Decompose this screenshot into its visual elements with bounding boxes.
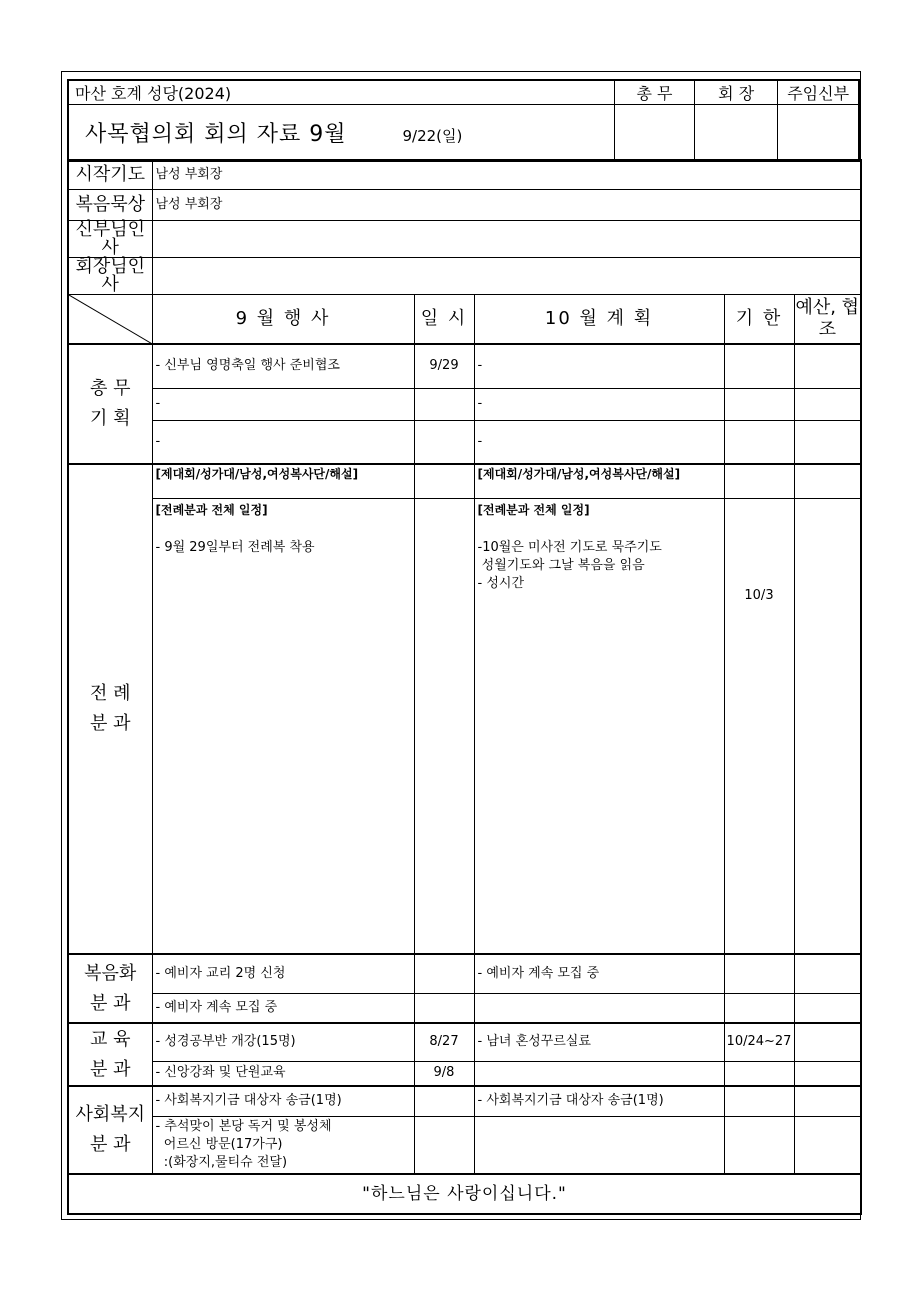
event-date: [414, 1116, 474, 1174]
budget: [794, 420, 861, 464]
oct-plan: -: [474, 344, 724, 388]
document-title-cell: [68, 105, 614, 161]
sign-box-secretary: [614, 105, 694, 161]
event-date: 8/27: [414, 1023, 474, 1061]
budget: [794, 344, 861, 388]
welfare-item-line: 어르신 방문(17가구): [155, 1136, 283, 1152]
liturgy-oct-item: 성월기도와 그날 복음을 읽음: [477, 557, 645, 573]
event-date: [414, 498, 474, 954]
intro-label: 회장님인사: [68, 257, 152, 294]
diagonal-line: [69, 295, 152, 344]
sign-box-pastor: [778, 105, 859, 161]
budget: [794, 993, 861, 1023]
event-date: 9/29: [414, 344, 474, 388]
org-name: 마산 호계 성당(2024): [68, 80, 614, 105]
section-label-evangelization: 복음화 분 과: [68, 954, 152, 1023]
sept-event: - 예비자 계속 모집 중: [152, 993, 414, 1023]
intro-value: [152, 220, 861, 257]
deadline: [724, 1116, 794, 1174]
oct-plan: - 남녀 혼성꾸르실료: [474, 1023, 724, 1061]
budget: [794, 1023, 861, 1061]
event-date: [414, 388, 474, 420]
sept-event: - 신부님 영명축일 행사 준비협조: [152, 344, 414, 388]
liturgy-oct-heading: [전례분과 전체 일정]: [477, 502, 590, 517]
liturgy-groups-oct: [제대회/성가대/남성,여성복사단/해설]: [474, 464, 724, 498]
liturgy-oct-item: - 성시간: [477, 575, 524, 591]
deadline: [724, 954, 794, 993]
oct-plan: - 사회복지기금 대상자 송금(1명): [474, 1086, 724, 1116]
sept-event: -: [152, 388, 414, 420]
liturgy-oct-detail: [474, 498, 724, 954]
oct-plan: - 예비자 계속 모집 중: [474, 954, 724, 993]
oct-plan: -: [474, 420, 724, 464]
col-header-budget: 예산, 협조: [794, 294, 861, 344]
deadline: [724, 420, 794, 464]
deadline: [724, 388, 794, 420]
liturgy-oct-item: -10월은 미사전 기도로 묵주기도: [477, 539, 662, 555]
sept-event: - 사회복지기금 대상자 송금(1명): [152, 1086, 414, 1116]
sept-event: -: [152, 420, 414, 464]
intro-label: 신부님인사: [68, 220, 152, 257]
col-header-date: 일 시: [414, 294, 474, 344]
col-header-sept: 9 월 행 사: [152, 294, 414, 344]
col-header-oct: 10 월 계 획: [474, 294, 724, 344]
sept-event: - 성경공부반 개강(15명): [152, 1023, 414, 1061]
deadline: [724, 993, 794, 1023]
event-date: [414, 993, 474, 1023]
oct-plan: [474, 1061, 724, 1086]
event-date: [414, 1086, 474, 1116]
sept-event: - 예비자 교리 2명 신청: [152, 954, 414, 993]
intro-label: 시작기도: [68, 160, 152, 189]
liturgy-sept-detail: [152, 498, 414, 954]
liturgy-sept-heading: [전례분과 전체 일정]: [155, 502, 268, 517]
signer-secretary: 총 무: [614, 80, 694, 105]
budget: [794, 954, 861, 993]
budget: [794, 388, 861, 420]
event-date: [414, 954, 474, 993]
welfare-item-line: :(화장지,물티슈 전달): [155, 1154, 288, 1170]
section-label-welfare: 사회복지 분 과: [68, 1086, 152, 1174]
sign-box-president: [695, 105, 778, 161]
deadline: [724, 1086, 794, 1116]
welfare-item-line: - 추석맞이 본당 독거 및 봉성체: [155, 1118, 332, 1134]
deadline: [724, 464, 794, 498]
signer-president: 회 장: [695, 80, 778, 105]
col-header-deadline: 기 한: [724, 294, 794, 344]
section-label-general: 총 무 기 획: [68, 344, 152, 464]
oct-plan: [474, 993, 724, 1023]
header-table: [67, 79, 860, 162]
oct-plan: -: [474, 388, 724, 420]
diagonal-corner-cell: [68, 294, 152, 344]
signer-pastor: 주임신부: [778, 80, 859, 105]
sept-event: - 신앙강좌 및 단원교육: [152, 1061, 414, 1086]
deadline: [724, 344, 794, 388]
deadline: 10/24~27: [724, 1023, 794, 1061]
budget: [794, 498, 861, 954]
budget: [794, 1116, 861, 1174]
minutes-table: [67, 159, 862, 1215]
liturgy-sept-item: - 9월 29일부터 전례복 착용: [155, 539, 315, 555]
meeting-date: 9/22(일): [402, 126, 463, 145]
liturgy-groups-sept: [제대회/성가대/남성,여성복사단/해설]: [152, 464, 414, 498]
liturgy-oct-deadline: 10/3: [724, 498, 794, 954]
event-date: 9/8: [414, 1061, 474, 1086]
document-title: 사목협의회 회의 자료 9월: [85, 121, 347, 147]
intro-value: [152, 257, 861, 294]
budget: [794, 1061, 861, 1086]
intro-label: 복음묵상: [68, 189, 152, 220]
event-date: [414, 420, 474, 464]
event-date: [414, 464, 474, 498]
section-label-education: 교 육 분 과: [68, 1023, 152, 1086]
deadline: [724, 1061, 794, 1086]
intro-value: 남성 부회장: [152, 160, 861, 189]
footer-motto: "하느님은 사랑이십니다.": [68, 1174, 861, 1214]
intro-value: 남성 부회장: [152, 189, 861, 220]
oct-plan: [474, 1116, 724, 1174]
sept-event: [152, 1116, 414, 1174]
budget: [794, 464, 861, 498]
budget: [794, 1086, 861, 1116]
section-label-liturgy: 전 례 분 과: [68, 464, 152, 954]
